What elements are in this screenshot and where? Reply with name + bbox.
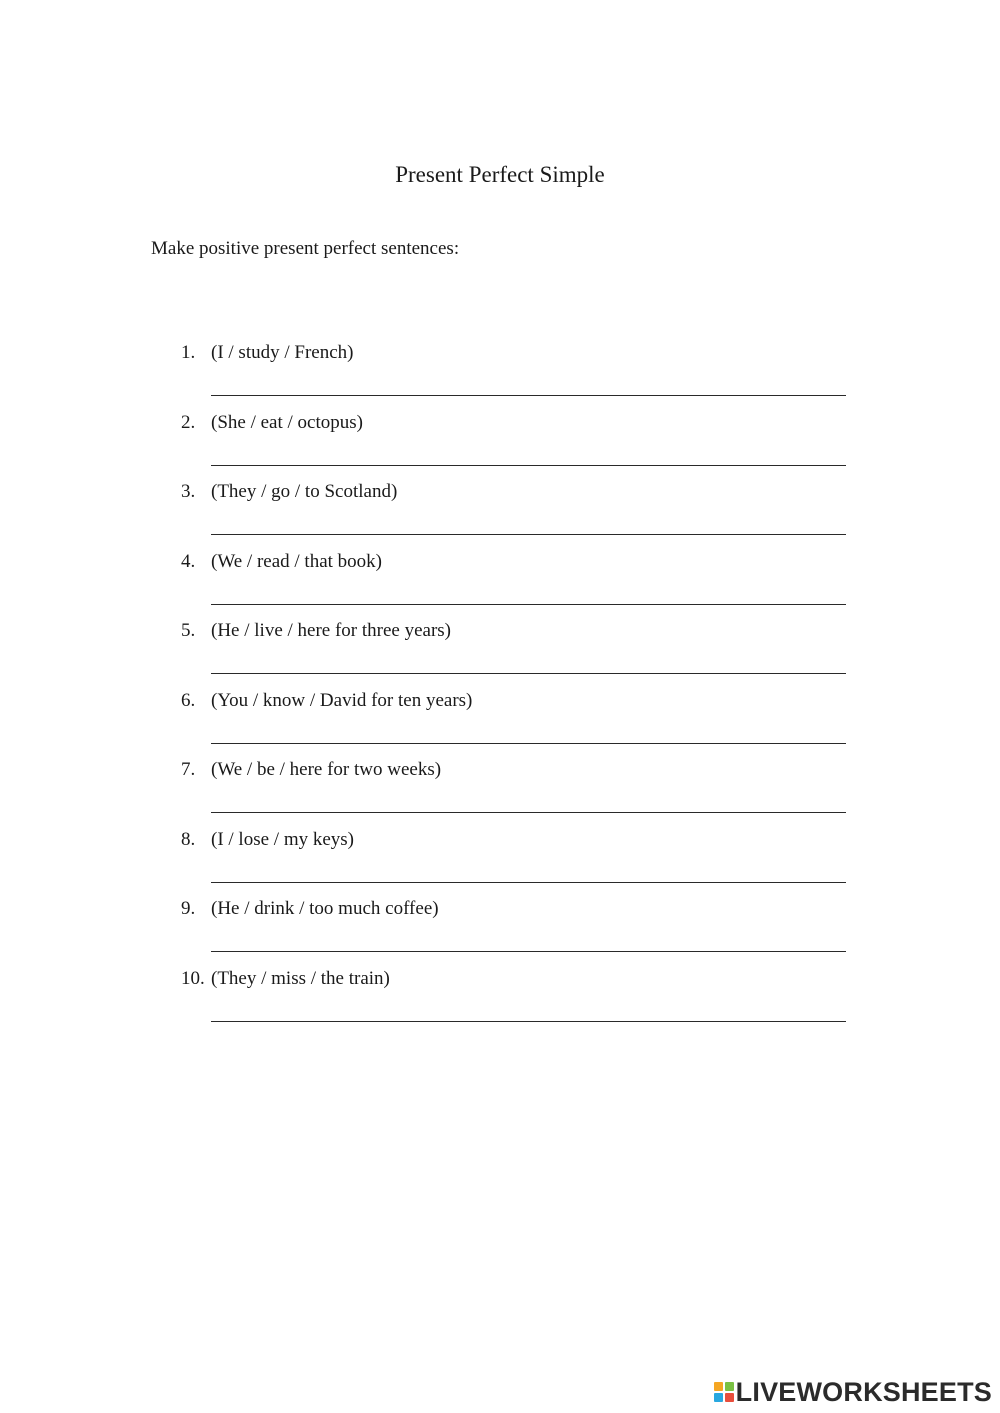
exercise-number: 3.	[181, 481, 196, 502]
page-title: Present Perfect Simple	[395, 162, 605, 187]
answer-line[interactable]	[211, 951, 846, 952]
exercise-item	[181, 618, 846, 688]
exercise-number: 2.	[181, 411, 196, 433]
exercise-number: 9.	[181, 898, 196, 919]
logo-square	[714, 1382, 723, 1391]
answer-line[interactable]	[211, 604, 846, 605]
exercise-list	[181, 340, 846, 1035]
exercise-item	[181, 340, 846, 410]
exercise-number: 6.	[181, 689, 196, 711]
answer-line[interactable]	[211, 882, 846, 883]
exercise-number: 1.	[181, 342, 196, 363]
brand-name: LIVEWORKSHEETS	[735, 1377, 992, 1407]
exercise-prompt: (She / eat / octopus)	[211, 411, 363, 433]
exercise-item	[181, 966, 846, 1036]
exercise-number: 7.	[181, 759, 196, 780]
exercise-prompt: (He / live / here for three years)	[211, 620, 452, 641]
answer-line[interactable]	[211, 812, 846, 813]
exercise-prompt: (I / lose / my keys)	[211, 828, 355, 850]
exercise-item	[181, 827, 846, 897]
answer-line[interactable]	[211, 395, 846, 396]
exercise-prompt: (I / study / French)	[211, 342, 354, 363]
exercise-item	[181, 549, 846, 619]
exercise-prompt: (We / read / that book)	[211, 550, 382, 572]
exercise-item	[181, 479, 846, 549]
exercise-item	[181, 688, 846, 758]
exercise-number: 4.	[181, 550, 196, 572]
exercise-prompt: (We / be / here for two weeks)	[211, 759, 442, 780]
answer-line[interactable]	[211, 465, 846, 466]
exercise-item	[181, 757, 846, 827]
exercise-item	[181, 410, 846, 480]
exercise-prompt: (They / go / to Scotland)	[211, 481, 398, 502]
exercise-number: 10.	[181, 967, 205, 989]
answer-line[interactable]	[211, 743, 846, 744]
logo-square	[714, 1393, 723, 1402]
exercise-prompt: (You / know / David for ten years)	[211, 689, 473, 711]
answer-line[interactable]	[211, 1021, 846, 1022]
liveworksheets-logo-icon	[714, 1382, 734, 1402]
exercise-number: 8.	[181, 828, 196, 850]
answer-line[interactable]	[211, 534, 846, 535]
logo-square	[725, 1382, 734, 1391]
liveworksheets-brand[interactable]	[714, 1377, 992, 1407]
exercise-prompt: (He / drink / too much coffee)	[211, 898, 439, 919]
exercise-number: 5.	[181, 620, 196, 641]
exercise-item	[181, 896, 846, 966]
answer-line[interactable]	[211, 673, 846, 674]
logo-square	[725, 1393, 734, 1402]
instruction-text: Make positive present perfect sentences:	[151, 238, 460, 259]
exercise-prompt: (They / miss / the train)	[211, 967, 390, 989]
